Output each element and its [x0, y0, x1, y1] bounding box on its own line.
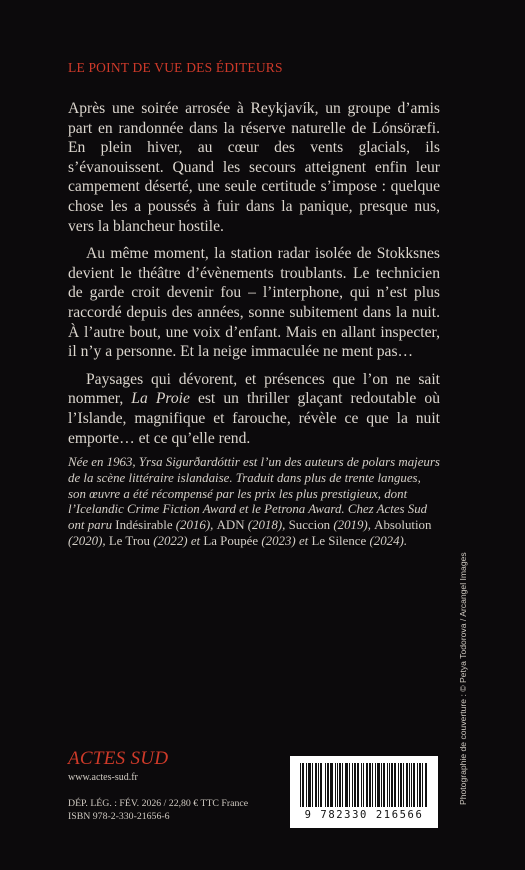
- barcode-bar: [328, 763, 329, 807]
- barcode-bar: [377, 763, 378, 807]
- barcode-bar: [383, 763, 384, 807]
- barcode-bar: [361, 763, 362, 807]
- barcode-bar: [332, 763, 333, 807]
- legal-deposit-price: DÉP. LÉG. : FÉV. 2026 / 22,80 € TTC France: [68, 798, 249, 809]
- barcode-bar: [406, 763, 407, 807]
- barcode-bar: [349, 763, 350, 807]
- barcode-bar: [347, 763, 348, 807]
- barcode-bar: [419, 763, 420, 807]
- barcode-bar: [414, 763, 415, 807]
- publisher-website: www.actes-sud.fr: [68, 772, 138, 783]
- barcode-bar: [401, 763, 402, 807]
- barcode-bar: [354, 763, 355, 807]
- blurb-paragraph-3: [68, 370, 440, 448]
- barcode-bar: [394, 763, 395, 807]
- barcode-bar: [409, 763, 410, 807]
- barcode-bar: [398, 763, 399, 807]
- bio-year-7: (2024).: [366, 533, 408, 548]
- barcode-bar: [369, 763, 370, 807]
- bio-year-1: (2016),: [172, 518, 217, 533]
- photo-credit: Photographie de couverture : © Petya Todorova / Arcangel Images: [458, 552, 468, 805]
- bio-book-3: Succion: [288, 518, 331, 533]
- barcode-bar: [367, 763, 368, 807]
- barcode-bar: [345, 763, 346, 807]
- barcode-bar: [381, 763, 382, 807]
- barcode-bar: [339, 763, 340, 807]
- barcode-bar: [426, 763, 427, 807]
- barcode-bar: [303, 763, 304, 807]
- author-bio: [68, 455, 440, 550]
- blurb-p3-after: est un thriller glaçant redoutable où l’Islande, magnifique et farouche, révèle ce que la nuit emporte… et ce qu’elle rend.: [68, 390, 440, 447]
- barcode-bar: [387, 763, 388, 807]
- publisher-logo: ACTES SUD: [68, 748, 169, 769]
- barcode-number: 9 782330 216566: [304, 809, 424, 821]
- barcode-bar: [300, 763, 301, 807]
- bio-year-4: (2020),: [68, 533, 109, 548]
- barcode-bar: [335, 763, 336, 807]
- bio-book-5: Le Trou: [108, 533, 151, 548]
- barcode-bar: [352, 763, 353, 807]
- barcode-bar: [327, 763, 328, 807]
- barcode-bar: [392, 763, 393, 807]
- barcode-bar: [306, 763, 307, 807]
- barcode-bar: [417, 763, 418, 807]
- barcode-bar: [378, 763, 379, 807]
- barcode-bar: [363, 763, 364, 807]
- barcode-bar: [330, 763, 331, 807]
- bio-year-6: (2023) et: [258, 533, 312, 548]
- barcode-bar: [316, 763, 317, 807]
- bio-year-3: (2019),: [330, 518, 375, 533]
- barcode-bar: [375, 763, 376, 807]
- blurb-paragraph-1: Après une soirée arrosée à Reykjavík, un groupe d’amis part en randonnée dans la réserve naturelle de Lónsöræfi. En plein hiver, au cœur des vents glacials, ils s’évanouissent. Quand les secours atteignent enfin leur campement déserté, une seule certitude s’impose : quelque chose les a poussés à fuir dans la panique, presque nus, vers la blancheur hostile.: [68, 100, 440, 235]
- barcode-bar: [413, 763, 414, 807]
- barcode-bar: [422, 763, 423, 807]
- barcode-bar: [372, 763, 373, 807]
- barcode-bar: [346, 763, 347, 807]
- barcode-bar: [355, 763, 356, 807]
- bio-book-2: ADN: [216, 518, 245, 533]
- bio-year-2: (2018),: [244, 518, 289, 533]
- barcode-bar: [325, 763, 326, 807]
- barcode-bar: [379, 763, 380, 807]
- barcode-bar: [400, 763, 401, 807]
- barcode-bar: [425, 763, 426, 807]
- barcode-bar: [337, 763, 338, 807]
- barcode-bar: [331, 763, 332, 807]
- barcode-bar: [308, 763, 309, 807]
- isbn: ISBN 978-2-330-21656-6: [68, 810, 170, 822]
- bio-book-1: Indésirable: [115, 518, 173, 533]
- barcode-bar: [309, 763, 310, 807]
- blurb: [68, 99, 440, 456]
- barcode-bar: [370, 763, 371, 807]
- barcode-bar: [320, 763, 321, 807]
- blurb-p3-before: Paysages qui dévorent, et présences que l’on ne sait nommer,: [68, 370, 440, 408]
- barcode-bar: [420, 763, 421, 807]
- barcode-bar: [358, 763, 359, 807]
- book-title: La Proie: [131, 390, 190, 408]
- barcode-bar: [340, 763, 341, 807]
- barcode-bar: [310, 763, 311, 807]
- bio-intro: Née en 1963, Yrsa Sigurðardóttir est l’un des auteurs de polars majeurs de la scène littéraire islandaise. Traduit dans plus de trente langues, son œuvre a été récompensé par les prix les plus prestigieux, dont l’Icelandic Crime Fiction Award et le Petrona Award. Chez Actes Sud ont paru: [68, 455, 440, 533]
- bio-book-4: Absolution: [374, 518, 432, 533]
- barcode-bar: [312, 763, 313, 807]
- barcode-bar: [342, 763, 343, 807]
- legal-info: [68, 798, 248, 823]
- bio-year-5: (2022) et: [150, 533, 204, 548]
- barcode-bar: [302, 763, 303, 807]
- barcode-bar: [389, 763, 390, 807]
- barcode-bar: [366, 763, 367, 807]
- barcode-bar: [411, 763, 412, 807]
- bio-book-6: La Poupée: [203, 533, 259, 548]
- section-title: LE POINT DE VUE DES ÉDITEURS: [68, 60, 283, 75]
- barcode-bar: [318, 763, 319, 807]
- barcode-bar: [315, 763, 316, 807]
- barcode-bar: [391, 763, 392, 807]
- barcode-bar: [357, 763, 358, 807]
- barcode: [290, 756, 438, 828]
- bio-book-7: Le Silence: [311, 533, 367, 548]
- barcode-bar: [403, 763, 404, 807]
- barcode-bar: [395, 763, 396, 807]
- barcode-bars-icon: [300, 763, 428, 807]
- barcode-bar: [321, 763, 322, 807]
- blurb-paragraph-2: Au même moment, la station radar isolée de Stokksnes devient le théâtre d’évènements troublants. Le technicien de garde croit devenir fou – l’interphone, qui n’est plus raccordé depuis des années, sonne subitement dans la nuit. À l’autre bout, une voix d’enfant. Mais en allant inspecter, il n’y a personne. Et la neige immaculée ne ment pas…: [68, 245, 440, 361]
- barcode-bar: [407, 763, 408, 807]
- barcode-bar: [384, 763, 385, 807]
